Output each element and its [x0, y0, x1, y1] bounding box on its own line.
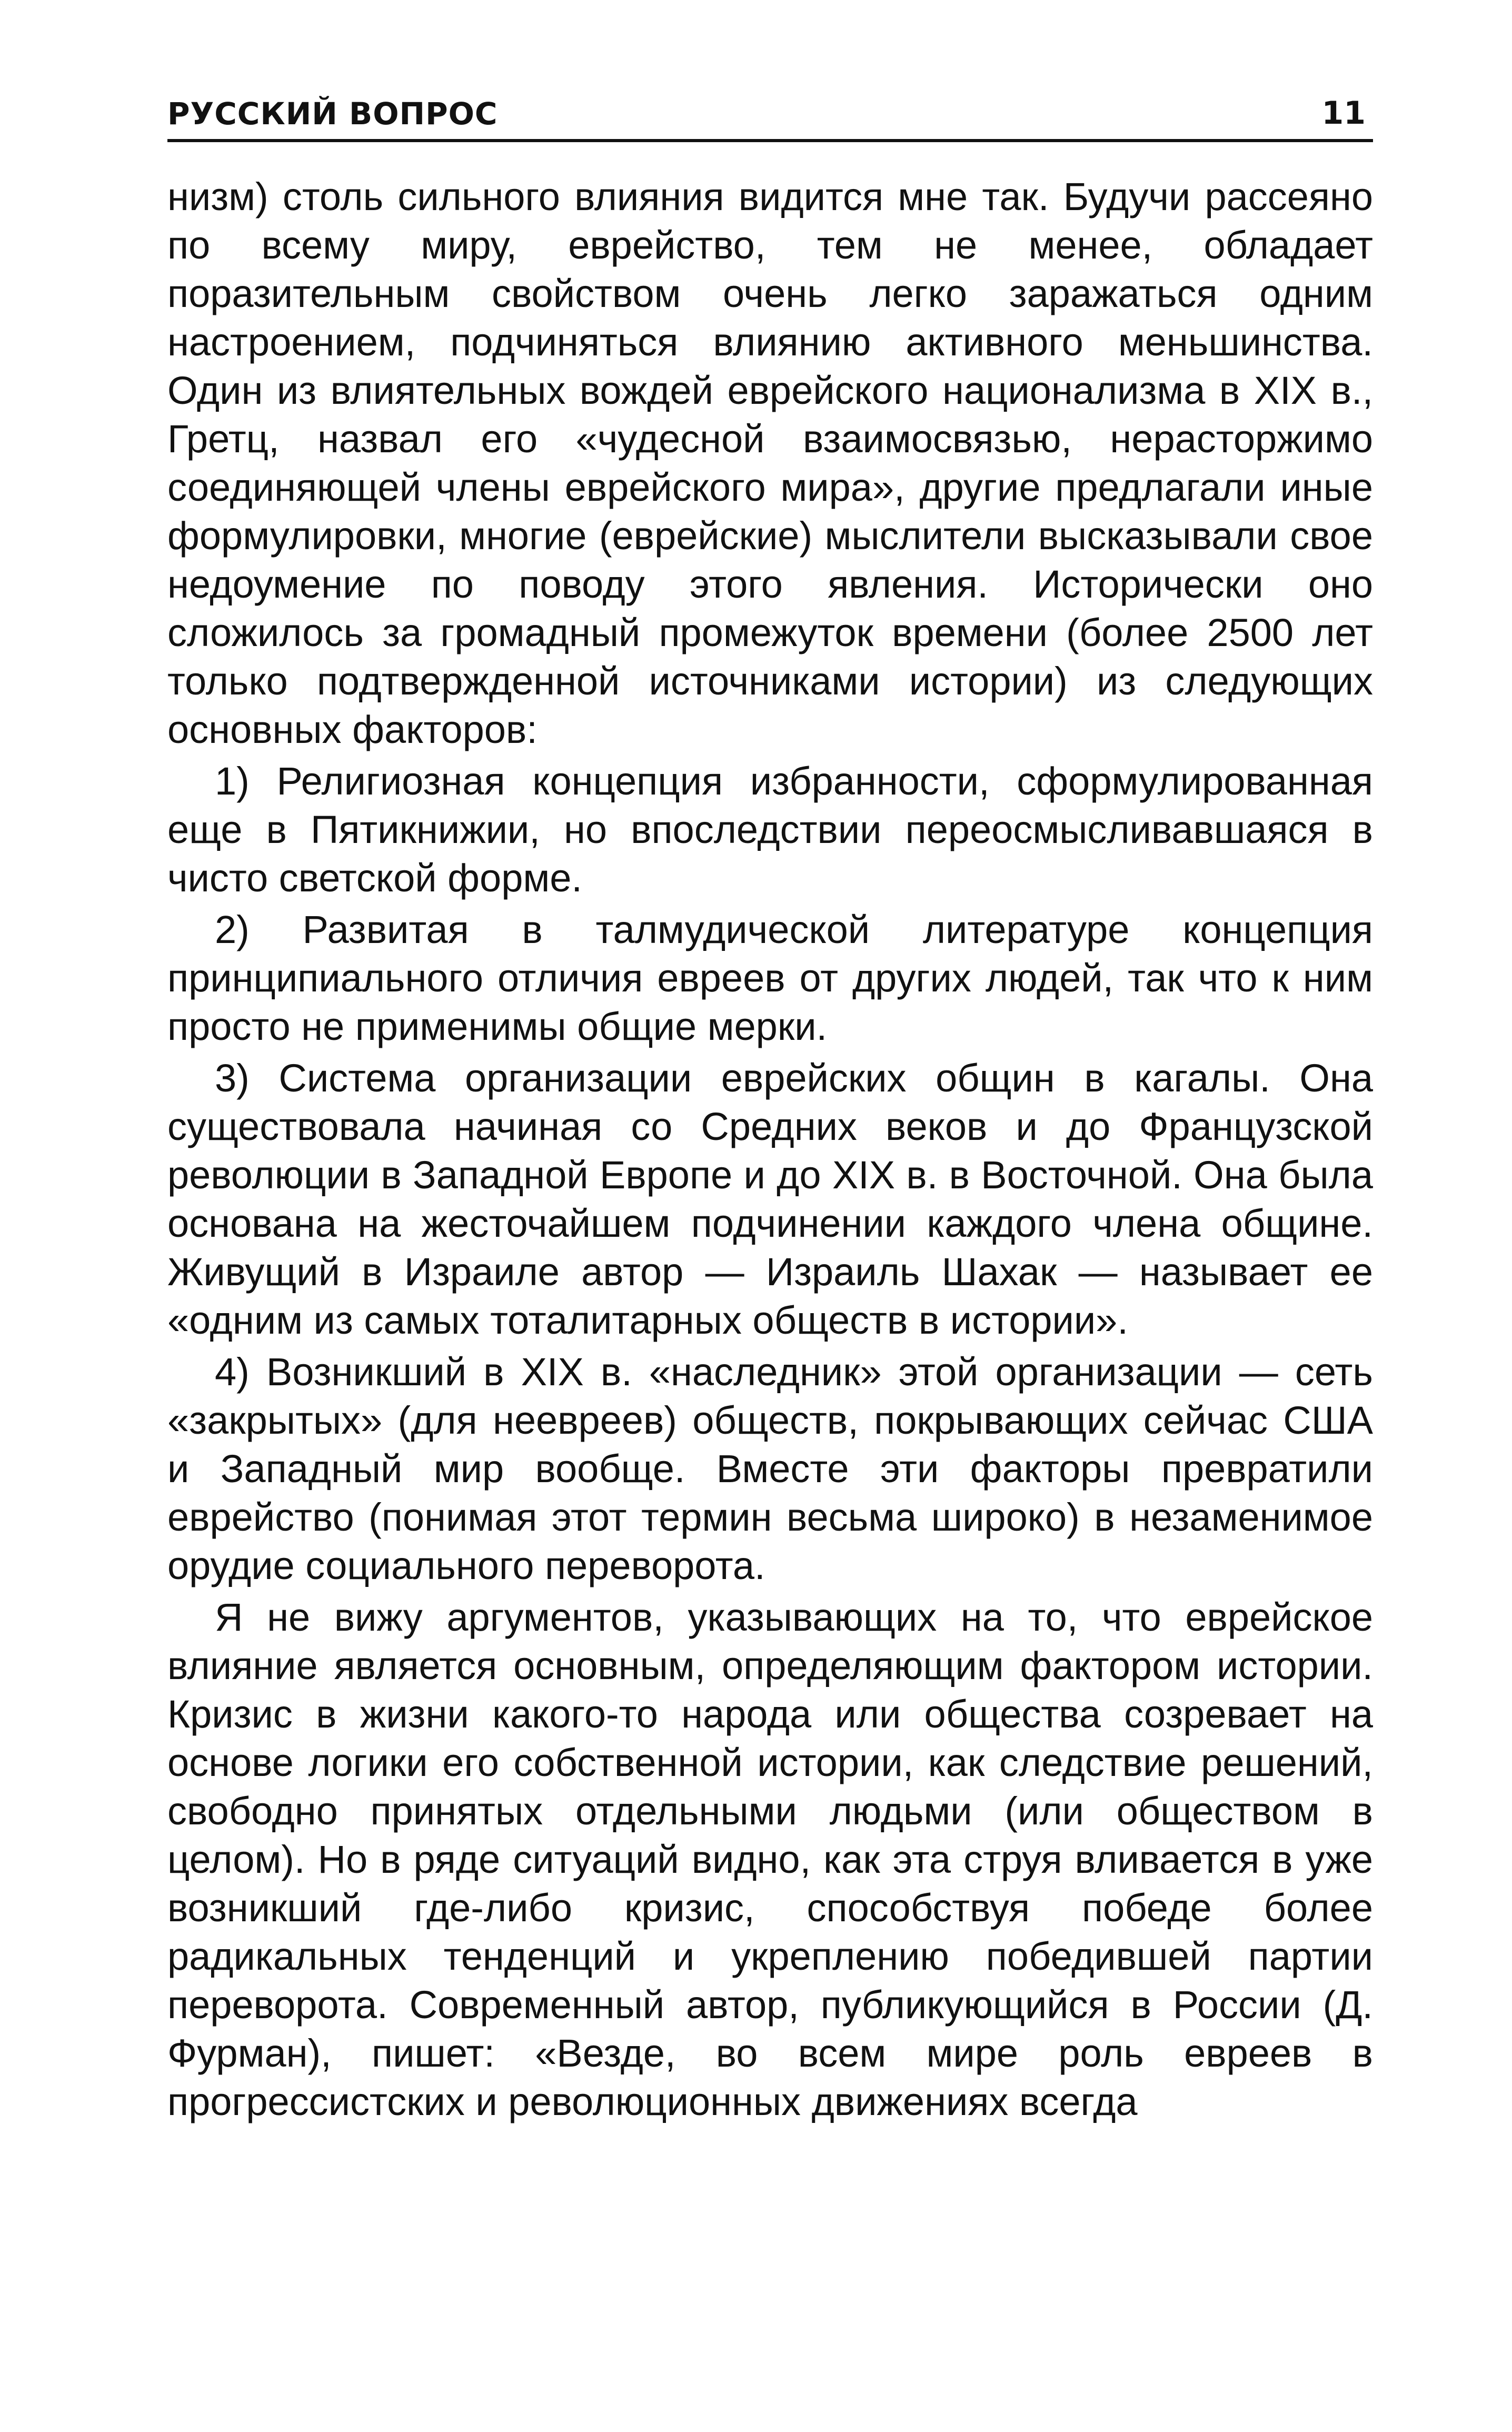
list-item-4: 4) Возникший в XIX в. «наследник» этой организации — сеть «закрытых» (для неевреев) обществ, покрывающих сейчас США и Западный мир вообще. Вместе эти факторы превратили еврейство (понимая этот термин весьма широко) в незаменимое орудие социального переворота.	[167, 1350, 1373, 1587]
body-text	[167, 173, 1373, 2126]
list-item-1: 1) Религиозная концепция избранности, сформулированная еще в Пятикнижии, но впоследствии переосмысливавшаяся в чисто светской форме.	[167, 759, 1373, 900]
paragraph: Я не вижу аргументов, указывающих на то, что еврейское влияние является основным, определяющим фактором истории. Кризис в жизни какого-то народа или общества созревает на основе логики его собственной истории, как следствие решений, свободно принятых отдельными людьми (или обществом в целом). Но в ряде ситуаций видно, как эта струя вливается в уже возникший где-либо кризис, способствуя победе более радикальных тенденций и укреплению победившей партии переворота. Современный автор, публикующийся в России (Д. Фурман), пишет: «Везде, во всем мире роль евреев в прогрессистских и революционных движениях всегда	[167, 1595, 1373, 2123]
book-page	[167, 95, 1373, 2126]
page-number: 11	[1321, 95, 1366, 132]
list-item-2: 2) Развитая в талмудической литературе концепция принципиального отличия евреев от других людей, так что к ним просто не применимы общие мерки.	[167, 908, 1373, 1048]
paragraph: низм) столь сильного влияния видится мне так. Будучи рассеяно по всему миру, еврейство, тем не менее, обладает поразительным свойством очень легко заражаться одним настроением, подчиняться влиянию активного меньшинства. Один из влиятельных вождей еврейского национализма в XIX в., Гретц, назвал его «чудесной взаимосвязью, нерасторжимо соединяющей члены еврейского мира», другие предлагали иные формулировки, многие (еврейские) мыслители высказывали свое недоумение по поводу этого явления. Исторически оно сложилось за громадный промежуток времени (более 2500 лет только подтвержденной источниками истории) из следующих основных факторов:	[167, 175, 1373, 751]
page-header	[167, 95, 1373, 142]
list-item-3: 3) Система организации еврейских общин в кагалы. Она существовала начиная со Средних веков и до Французской революции в Западной Европе и до XIX в. в Восточной. Она была основана на жесточайшем подчинении каждого члена общине. Живущий в Израиле автор — Израиль Шахак — называет ее «одним из самых тоталитарных обществ в истории».	[167, 1056, 1373, 1342]
running-title: РУССКИЙ ВОПРОС	[167, 96, 498, 132]
